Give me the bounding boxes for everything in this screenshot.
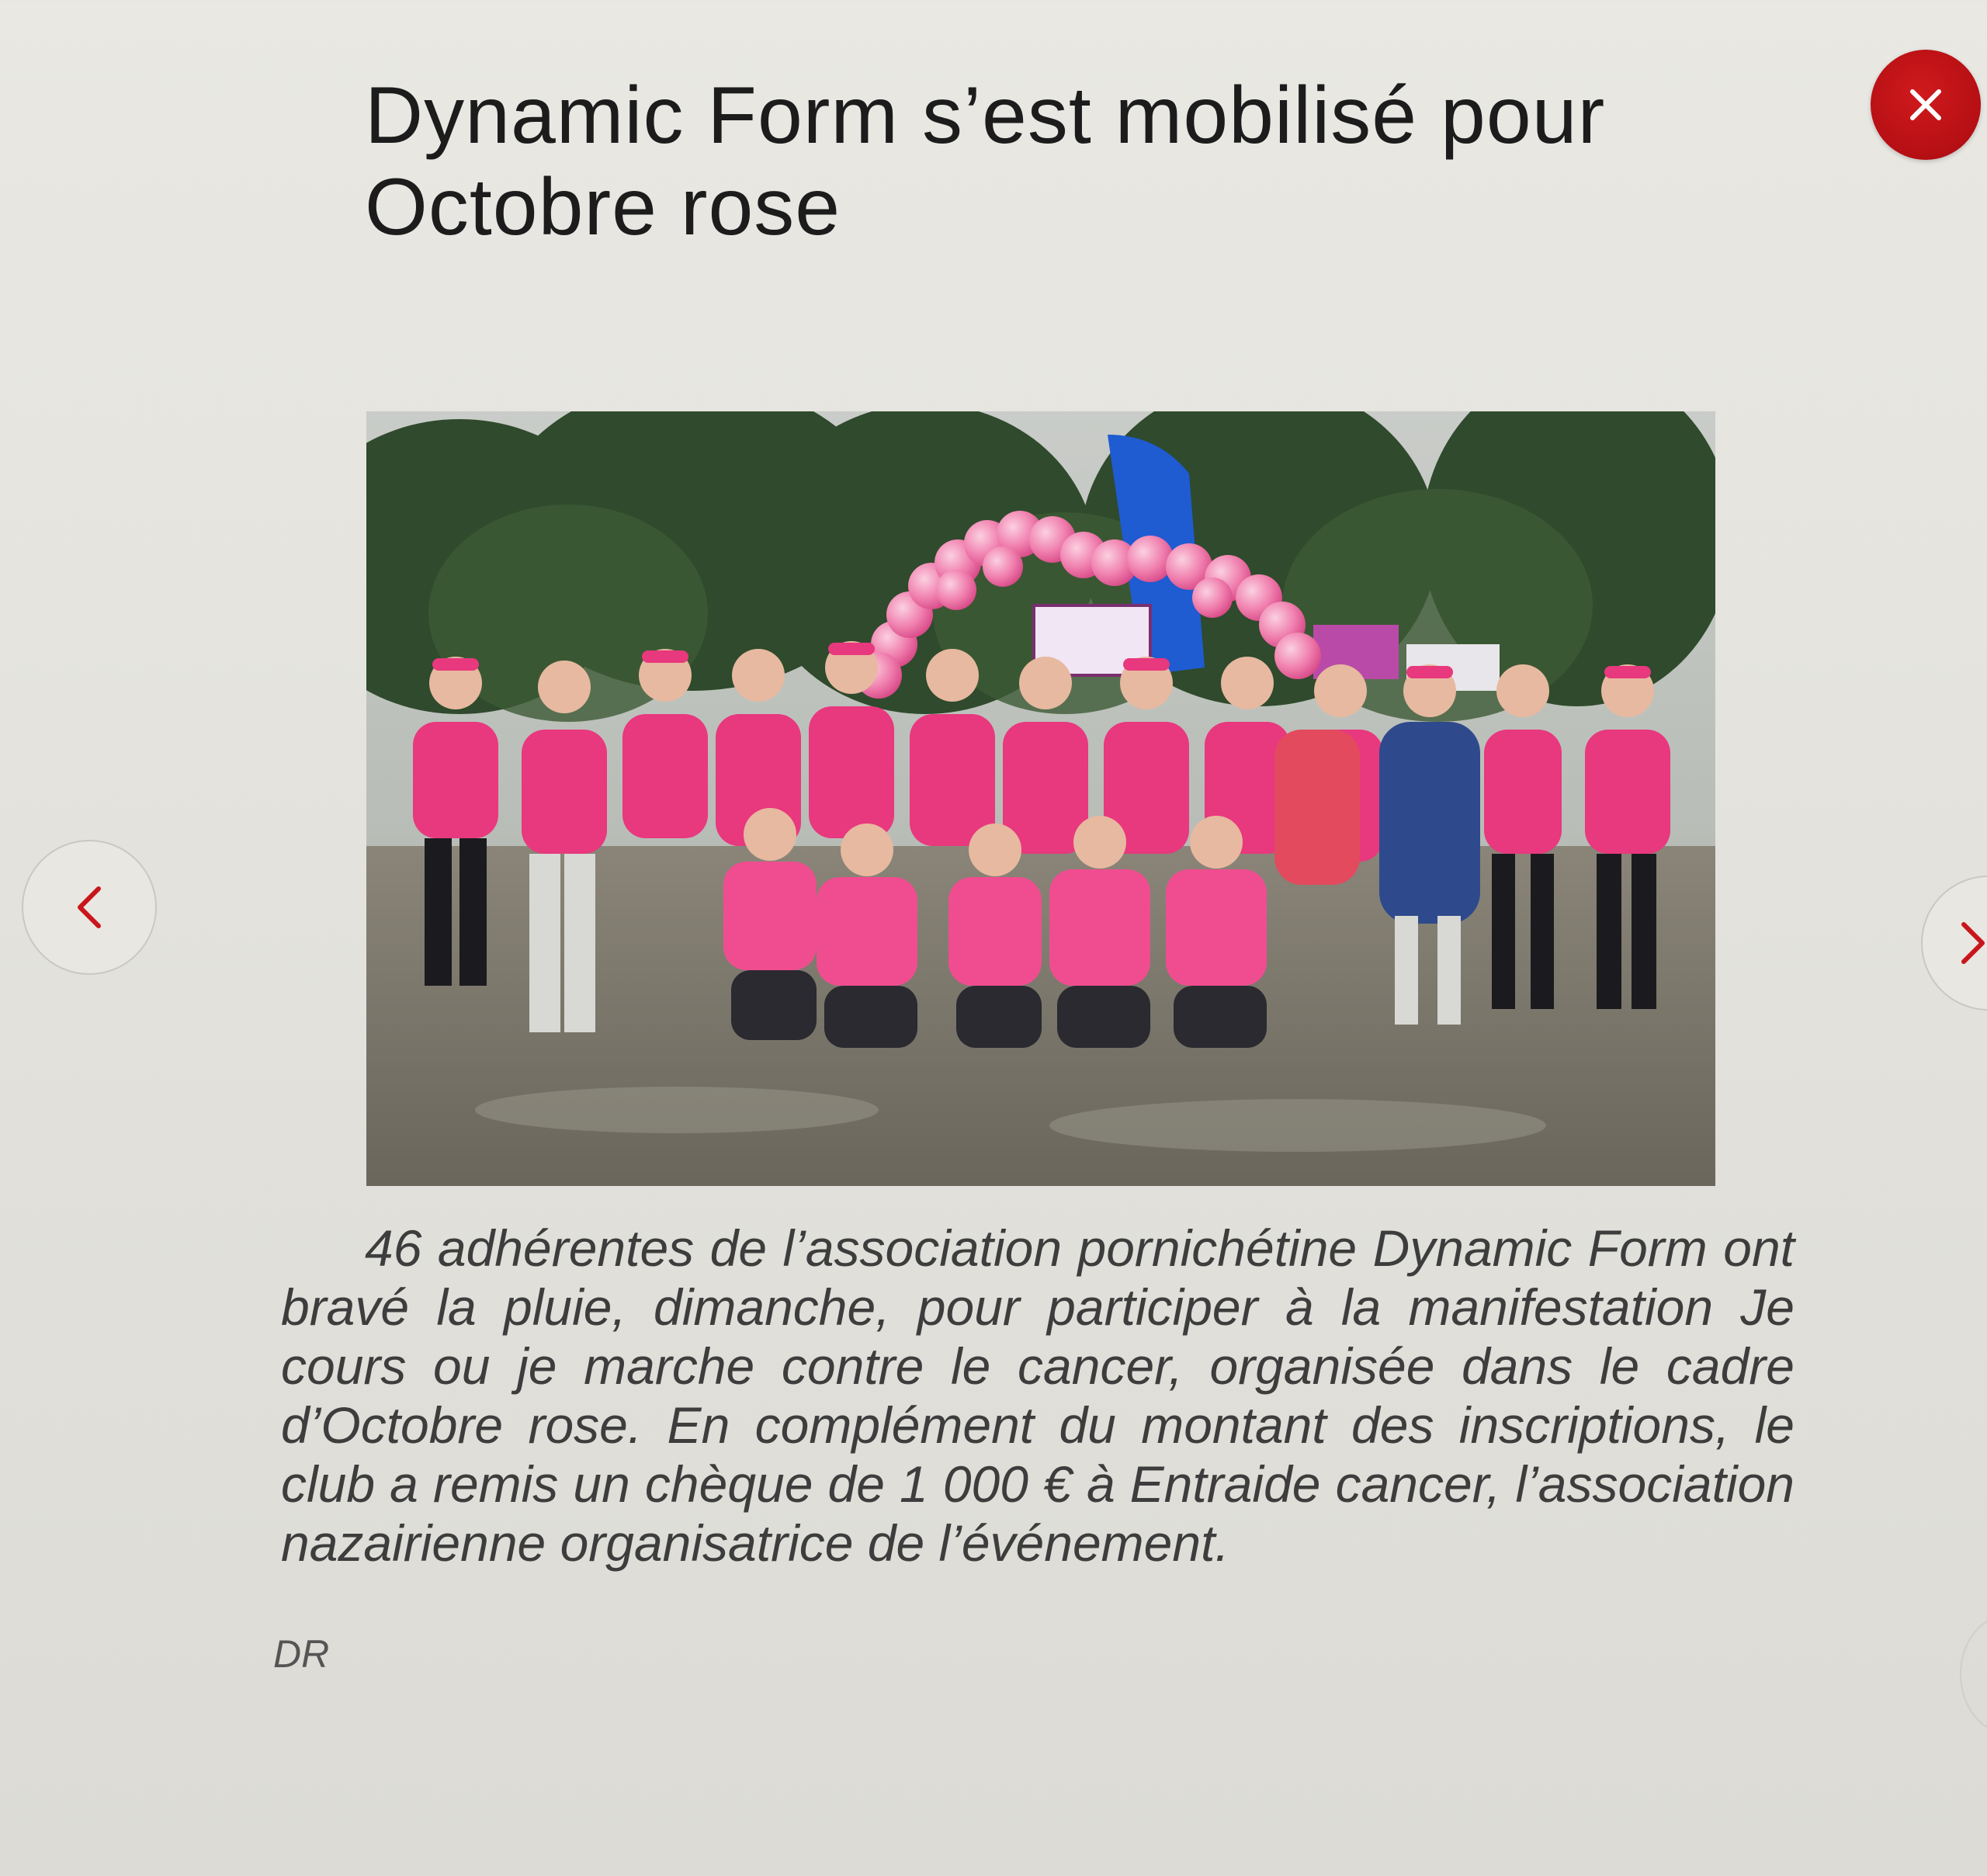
chevron-right-icon — [1956, 918, 1987, 968]
article-photo — [366, 411, 1715, 1186]
previous-photo-button[interactable] — [22, 840, 157, 975]
next-photo-button[interactable] — [1921, 876, 1987, 1011]
chevron-left-icon — [72, 883, 106, 932]
article-title: Dynamic Form s’est mobilisé pour Octobre rose — [365, 71, 1606, 252]
close-icon — [1906, 85, 1945, 124]
scroll-button-partial[interactable] — [1960, 1614, 1987, 1734]
photo-caption: 46 adhérentes de l’association pornichétine Dynamic Form ont bravé la pluie, dimanche, pour participer à la manifestation Je cours ou je marche contre le cancer, organisée dans le cadre d’Octobre rose. En complément du montant des inscriptions, le club a remis un chèque de 1 000 € à Entraide cancer, l’association nazairienne organisatrice de l’événement. — [281, 1219, 1795, 1572]
group-photo-illustration — [366, 411, 1715, 1186]
close-button[interactable] — [1871, 50, 1981, 160]
photo-credit: DR — [273, 1632, 330, 1676]
